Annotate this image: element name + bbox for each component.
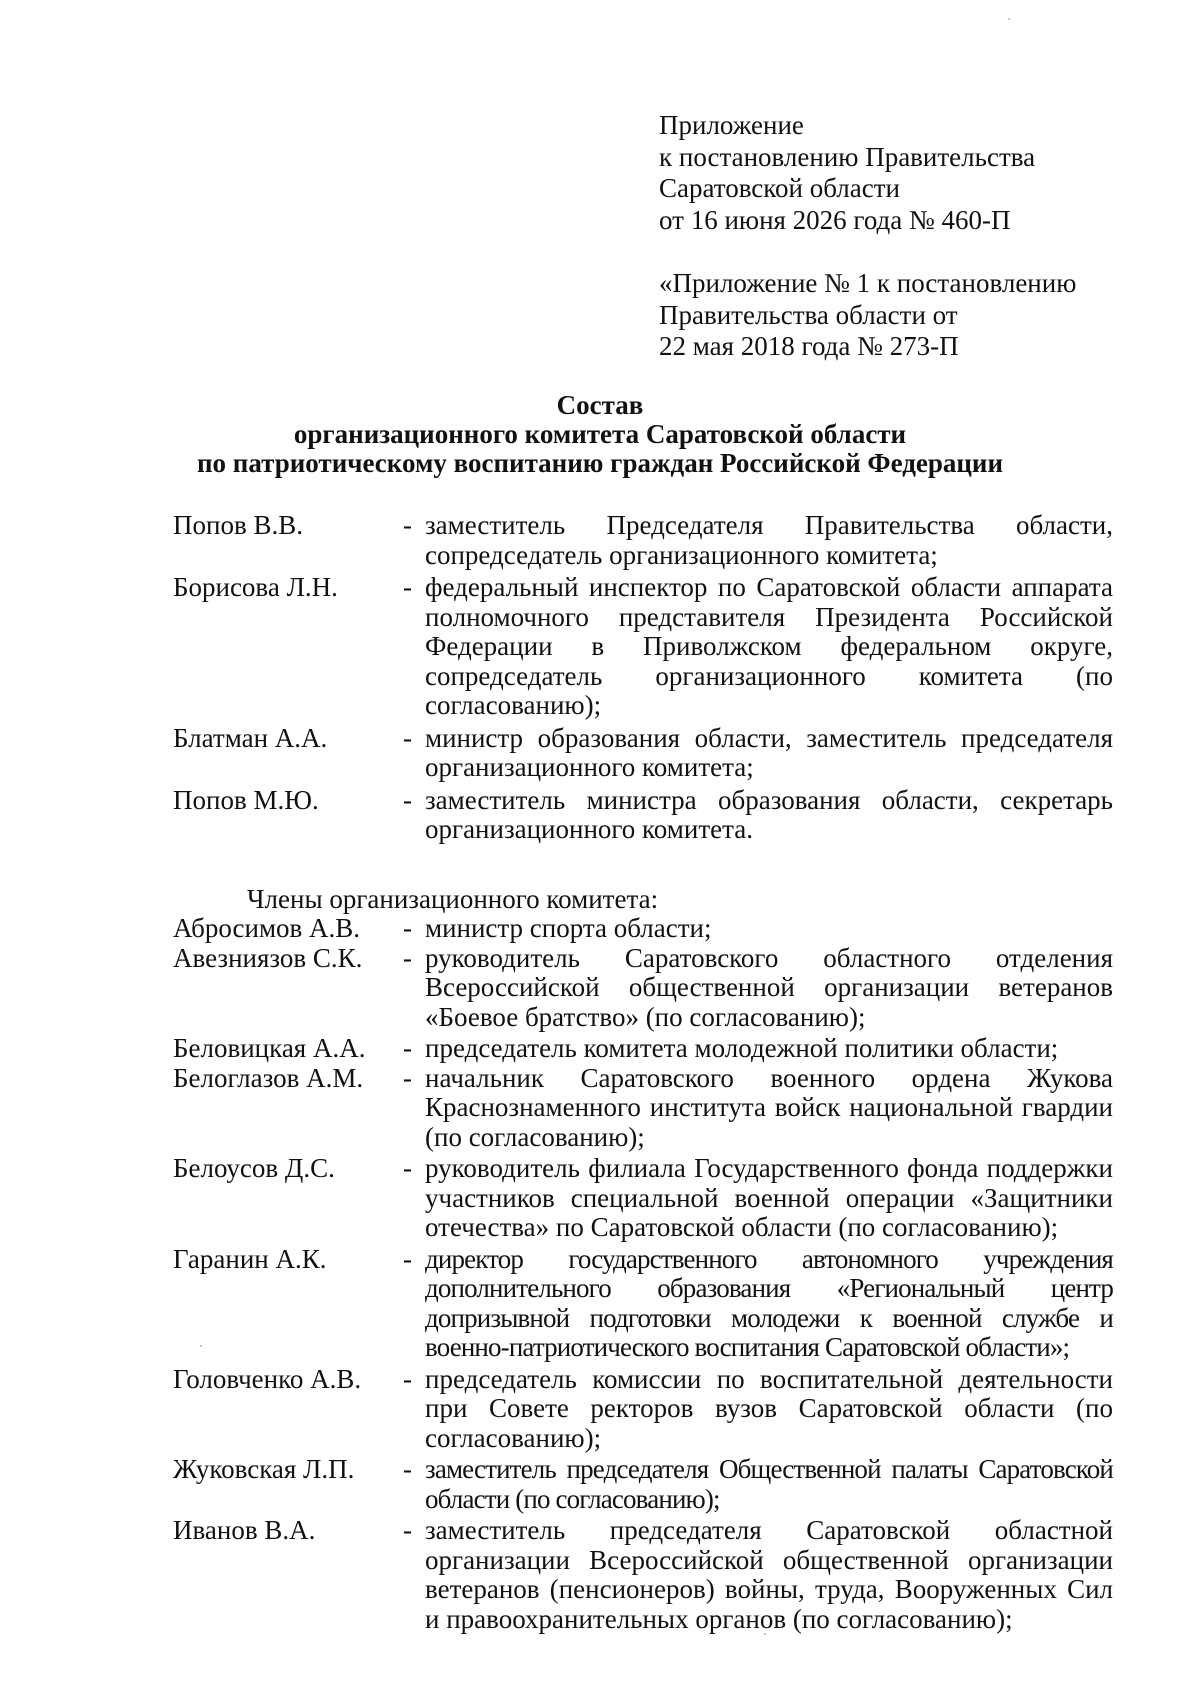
appendix-line: от 16 июня 2026 года № 460-П bbox=[659, 204, 1011, 235]
list-item bbox=[173, 914, 1113, 944]
appendix-line: Саратовской области bbox=[659, 173, 900, 203]
members-heading: Члены организационного комитета: bbox=[247, 883, 659, 914]
members-group bbox=[173, 914, 1113, 1634]
dash-separator: - bbox=[403, 913, 412, 943]
member-position: заместитель председателя Общественной палаты Саратовской области (по согласованию); bbox=[425, 1454, 1113, 1514]
list-item bbox=[173, 1365, 1113, 1454]
member-position: руководитель Саратовского областного отделения Всероссийской общественной организации ветеранов «Боевое братство» (по согласованию); bbox=[425, 942, 1113, 1032]
appendix-header bbox=[659, 110, 1179, 363]
member-name: Борисова Л.Н. bbox=[173, 572, 338, 602]
member-name: Жуковская Л.П. bbox=[173, 1454, 355, 1484]
appendix-gap bbox=[659, 236, 1179, 268]
dash-separator: - bbox=[403, 1363, 412, 1394]
member-name: Головченко А.В. bbox=[173, 1363, 362, 1394]
title-line: по патриотическому воспитанию граждан Российской Федерации bbox=[196, 448, 1004, 478]
list-item bbox=[173, 1034, 1113, 1064]
member-name: Попов М.Ю. bbox=[173, 784, 319, 815]
scan-speck bbox=[1008, 18, 1010, 20]
member-position: заместитель Председателя Правительства области, сопредседатель организационного комитета; bbox=[425, 510, 1113, 570]
dash-separator: - bbox=[403, 1243, 412, 1274]
list-item bbox=[173, 1516, 1113, 1634]
title-line: Состав bbox=[556, 390, 644, 420]
dash-separator: - bbox=[403, 722, 412, 753]
document-title bbox=[0, 391, 1200, 478]
member-position: заместитель министра образования области, секретарь организационного комитета. bbox=[425, 784, 1113, 844]
committee-list bbox=[173, 511, 1113, 1636]
member-name: Авезниязов С.К. bbox=[173, 942, 363, 973]
dash-separator: - bbox=[403, 942, 412, 973]
list-item bbox=[173, 573, 1113, 721]
leaders-group bbox=[173, 511, 1113, 845]
list-item bbox=[173, 1455, 1113, 1514]
appendix-line: 22 мая 2018 года № 273-П bbox=[659, 331, 959, 361]
appendix-line: к постановлению Правительства bbox=[659, 141, 1036, 172]
member-name: Блатман А.А. bbox=[173, 722, 328, 753]
scan-speck bbox=[764, 1633, 766, 1635]
member-position: председатель комитета молодежной политики области; bbox=[425, 1033, 1059, 1063]
member-name: Гаранин А.К. bbox=[173, 1243, 327, 1274]
scan-speck bbox=[200, 1345, 202, 1347]
dash-separator: - bbox=[403, 510, 412, 540]
member-name: Абросимов А.В. bbox=[173, 913, 361, 943]
member-position: министр образования области, заместитель председателя организационного комитета; bbox=[425, 722, 1113, 782]
appendix-line: Приложение bbox=[659, 110, 804, 140]
dash-separator: - bbox=[403, 1454, 412, 1484]
list-item bbox=[173, 786, 1113, 845]
dash-separator: - bbox=[403, 1033, 412, 1063]
list-item bbox=[173, 1245, 1113, 1363]
dash-separator: - bbox=[403, 1153, 412, 1183]
member-name: Белоглазов А.М. bbox=[173, 1062, 364, 1093]
member-position: директор государственного автономного учреждения дополнительного образования «Региональный центр допризывной подготовки молодежи к военной службе и военно-патриотического воспитания Саратовской области»; bbox=[425, 1243, 1113, 1362]
list-item bbox=[173, 1154, 1113, 1243]
list-item bbox=[173, 511, 1113, 570]
member-position: руководитель филиала Государственного фонда поддержки участников специальной военной операции «Защитники отечества» по Саратовской области (по согласованию); bbox=[425, 1153, 1113, 1242]
member-position: начальник Саратовского военного ордена Жукова Краснознаменного института войск национальной гвардии (по согласованию); bbox=[425, 1062, 1113, 1152]
list-item bbox=[173, 724, 1113, 783]
list-item bbox=[173, 1064, 1113, 1153]
member-position: заместитель председателя Саратовской областной организации Всероссийской общественной организации ветеранов (пенсионеров) войны, труда, Вооруженных Сил и правоохранительных органов (по согласованию); bbox=[425, 1515, 1113, 1634]
appendix-line: «Приложение № 1 к постановлению bbox=[659, 268, 1077, 298]
dash-separator: - bbox=[403, 572, 412, 602]
list-item bbox=[173, 944, 1113, 1033]
title-line: организационного комитета Саратовской области bbox=[293, 419, 907, 449]
appendix-line: Правительства области от bbox=[659, 299, 958, 330]
member-name: Беловицкая А.А. bbox=[173, 1033, 366, 1063]
member-position: министр спорта области; bbox=[425, 913, 712, 943]
dash-separator: - bbox=[403, 1515, 412, 1545]
dash-separator: - bbox=[403, 1062, 412, 1093]
member-position: председатель комиссии по воспитательной деятельности при Совете ректоров вузов Саратовской области (по согласованию); bbox=[425, 1363, 1113, 1453]
member-name: Белоусов Д.С. bbox=[173, 1153, 335, 1183]
dash-separator: - bbox=[403, 784, 412, 815]
member-name: Попов В.В. bbox=[173, 510, 303, 540]
member-name: Иванов В.А. bbox=[173, 1515, 316, 1545]
member-position: федеральный инспектор по Саратовской области аппарата полномочного представителя Президента Российской Федерации в Приволжском федеральном округе, сопредседатель организационного комитета (по согласованию); bbox=[425, 572, 1113, 720]
